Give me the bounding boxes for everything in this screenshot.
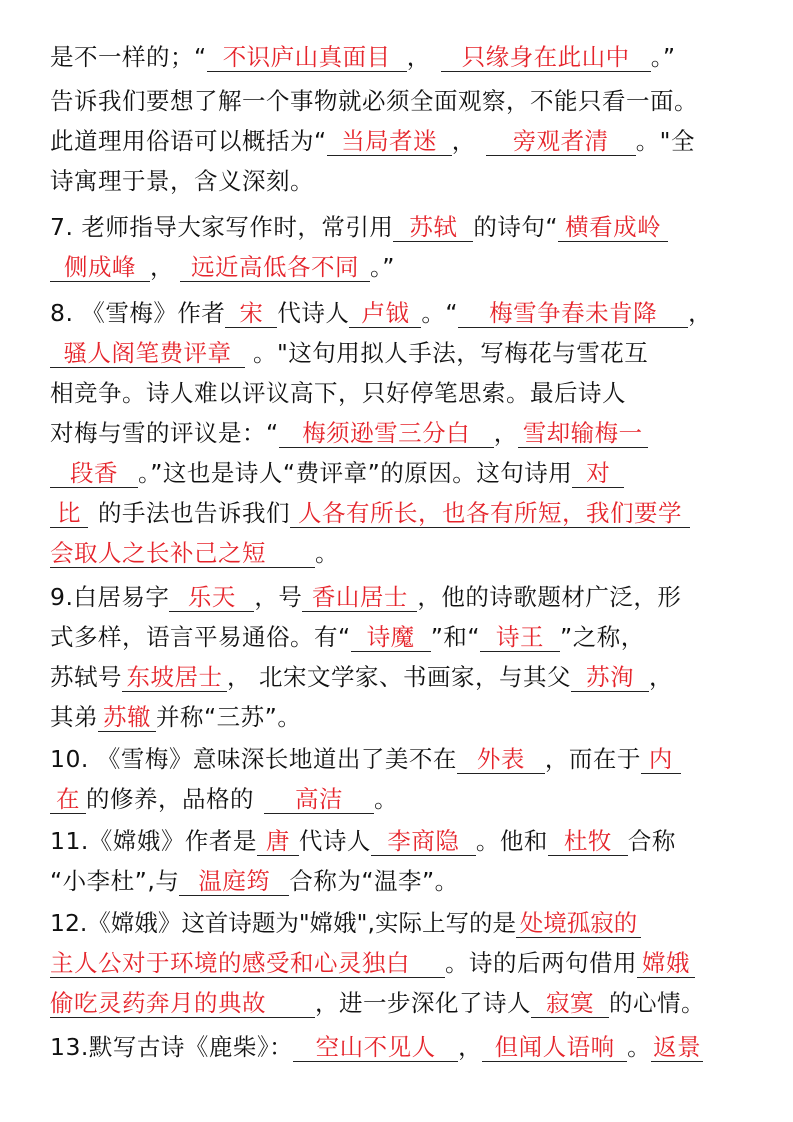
q9-line-1 (50, 580, 681, 614)
answer-blank[interactable]: 不识庐山真面目 (207, 43, 407, 72)
text: 对梅与雪的评议是：“ (50, 419, 279, 447)
answer-blank[interactable]: 雪却输梅一 (518, 419, 648, 448)
answer-blank[interactable]: 主人公对于环境的感受和心灵独白 (50, 949, 445, 978)
text: 苏轼号 (50, 663, 122, 691)
q7-line-2 (50, 250, 395, 284)
text: ， (458, 1033, 483, 1061)
text: 此道理用俗语可以概括为“ (50, 127, 327, 155)
q12-line-2 (50, 946, 695, 980)
text: “小李杜”,与 (50, 867, 180, 895)
answer-blank[interactable]: 李商隐 (371, 827, 476, 856)
q7-line-1 (50, 210, 668, 244)
answer-blank[interactable]: 乐天 (169, 583, 254, 612)
q9-line-3 (50, 660, 673, 694)
text: ， (150, 253, 174, 281)
answer-blank[interactable]: 内 (641, 745, 681, 774)
q8-line-6 (50, 496, 690, 530)
q10-line-1 (50, 742, 681, 776)
answer-blank[interactable]: 段香 (50, 459, 138, 488)
answer-blank[interactable]: 人各有所长，也各有所短，我们要学 (290, 499, 690, 528)
answer-blank[interactable]: 偷吃灵药奔月的典故 (50, 989, 315, 1018)
q10-line-2 (50, 782, 398, 816)
answer-blank[interactable]: 苏轼 (393, 213, 473, 242)
text: ， 北宋文学家、书画家，与其父 (227, 663, 571, 691)
text: 12.《嫦娥》这首诗题为"嫦娥",实际上写的是 (50, 909, 516, 937)
text: 。”这也是诗人“费评章”的原因。这句诗用 (138, 459, 573, 487)
answer-blank[interactable]: 寂寞 (531, 989, 609, 1018)
text: 。 (374, 785, 398, 813)
answer-blank[interactable]: 香山居士 (302, 583, 417, 612)
text: 相竞争。诗人难以评议高下，只好停笔思索。最后诗人 (50, 379, 626, 407)
text: 代诗人 (298, 827, 371, 855)
q11-line-1 (50, 824, 676, 858)
answer-blank[interactable]: 苏洵 (571, 663, 649, 692)
answer-blank[interactable]: 唐 (257, 827, 299, 856)
answer-blank[interactable]: 会取人之长补己之短 (50, 539, 315, 568)
text: 7. 老师指导大家写作时，常引用 (50, 213, 394, 241)
text: 式多样，语言平易通俗。有“ (50, 623, 351, 651)
q8-line-5 (50, 456, 624, 490)
answer-blank[interactable]: 处境孤寂的 (516, 909, 641, 938)
text: 11.《嫦娥》作者是 (50, 827, 257, 855)
answer-blank[interactable]: 骚人阁笔费评章 (50, 339, 245, 368)
text: ，号 (254, 583, 303, 611)
text: 告诉我们要想了解一个事物就必须全面观察，不能只看一面。 (50, 87, 698, 115)
line-2 (50, 84, 698, 118)
text: 合称 (627, 827, 676, 855)
answer-blank[interactable]: 梅须逊雪三分白 (279, 419, 494, 448)
answer-blank[interactable]: 东坡居士 (122, 663, 227, 692)
text: 9.白居易字 (50, 583, 170, 611)
text: 的手法也告诉我们 (98, 499, 290, 527)
text: 。” (370, 253, 395, 281)
answer-blank[interactable]: 杜牧 (548, 827, 628, 856)
text: ， (451, 127, 476, 155)
text: ， (406, 43, 431, 71)
q8-line-2 (50, 336, 648, 370)
text: ， (493, 419, 518, 447)
q12-line-3 (50, 986, 705, 1020)
answer-blank[interactable]: 温庭筠 (179, 867, 289, 896)
text: ，他的诗歌题材广泛，形 (417, 583, 682, 611)
answer-blank[interactable]: 卢钺 (349, 299, 421, 328)
answer-blank[interactable]: 嫦娥 (637, 949, 695, 978)
answer-blank[interactable]: 高洁 (264, 785, 374, 814)
text: 。"这句用拟人手法，写梅花与雪花互 (253, 339, 649, 367)
answer-blank[interactable]: 但闻人语响 (482, 1033, 627, 1062)
text: ，而在于 (544, 745, 641, 773)
text: 13.默写古诗《鹿柴》： (50, 1033, 294, 1061)
answer-blank[interactable]: 返景 (653, 1033, 702, 1061)
text: 代诗人 (277, 299, 350, 327)
answer-blank[interactable]: 空山不见人 (293, 1033, 458, 1062)
q12-line-1 (50, 906, 641, 940)
answer-blank[interactable]: 比 (50, 499, 88, 528)
answer-blank[interactable]: 外表 (457, 745, 545, 774)
text: 10. 《雪梅》意味深长地道出了美不在 (50, 745, 457, 773)
answer-blank[interactable]: 宋 (225, 299, 277, 328)
text: ”和“ (430, 623, 481, 651)
text: ，进一步深化了诗人 (315, 989, 531, 1017)
answer-blank[interactable]: 只缘身在此山中 (441, 43, 651, 72)
q9-line-2 (50, 620, 645, 654)
text: 。” (650, 43, 676, 71)
q8-line-1 (50, 296, 712, 330)
answer-blank[interactable]: 远近高低各不同 (180, 253, 370, 282)
answer-blank[interactable]: 梅雪争春未肯降 (458, 299, 688, 328)
text: 。他和 (475, 827, 548, 855)
answer-blank[interactable]: 侧成峰 (50, 253, 150, 282)
q9-line-4 (50, 700, 301, 734)
text: 的修养，品格的 (86, 785, 254, 813)
q8-line-3 (50, 376, 626, 410)
answer-blank[interactable]: 诗魔 (351, 623, 431, 652)
text: 8. 《雪梅》作者 (50, 299, 226, 327)
answer-blank[interactable]: 横看成岭 (558, 213, 668, 242)
text: ， (648, 663, 673, 691)
text: 的心情。 (609, 989, 705, 1017)
text: 。诗的后两句借用 (445, 949, 637, 977)
text: 的诗句“ (473, 213, 559, 241)
q11-line-2 (50, 864, 459, 898)
answer-blank[interactable]: 诗王 (480, 623, 560, 652)
line-1 (50, 40, 676, 74)
text: 。 (627, 1033, 652, 1061)
text: 并称“三苏”。 (156, 703, 302, 731)
text: 是不一样的；“ (50, 43, 207, 71)
q13-line-1 (50, 1030, 703, 1064)
text: ， (688, 299, 713, 327)
answer-blank[interactable]: 当局者迷 (327, 127, 452, 156)
q8-line-7 (50, 536, 339, 570)
text: ”之称， (560, 623, 645, 651)
text: 。“ (421, 299, 459, 327)
answer-blank[interactable]: 在 (50, 785, 86, 814)
text: 诗寓理于景，含义深刻。 (50, 167, 314, 195)
text: 。 (315, 539, 339, 567)
text: 其弟 (50, 703, 98, 731)
answer-blank[interactable]: 苏辙 (98, 703, 156, 732)
line-3 (50, 124, 695, 158)
text: 合称为“温李”。 (289, 867, 459, 895)
answer-blank[interactable]: 对 (572, 459, 624, 488)
q8-line-4 (50, 416, 648, 450)
answer-blank[interactable]: 旁观者清 (486, 127, 636, 156)
text: 。"全 (635, 127, 695, 155)
line-4 (50, 164, 314, 198)
